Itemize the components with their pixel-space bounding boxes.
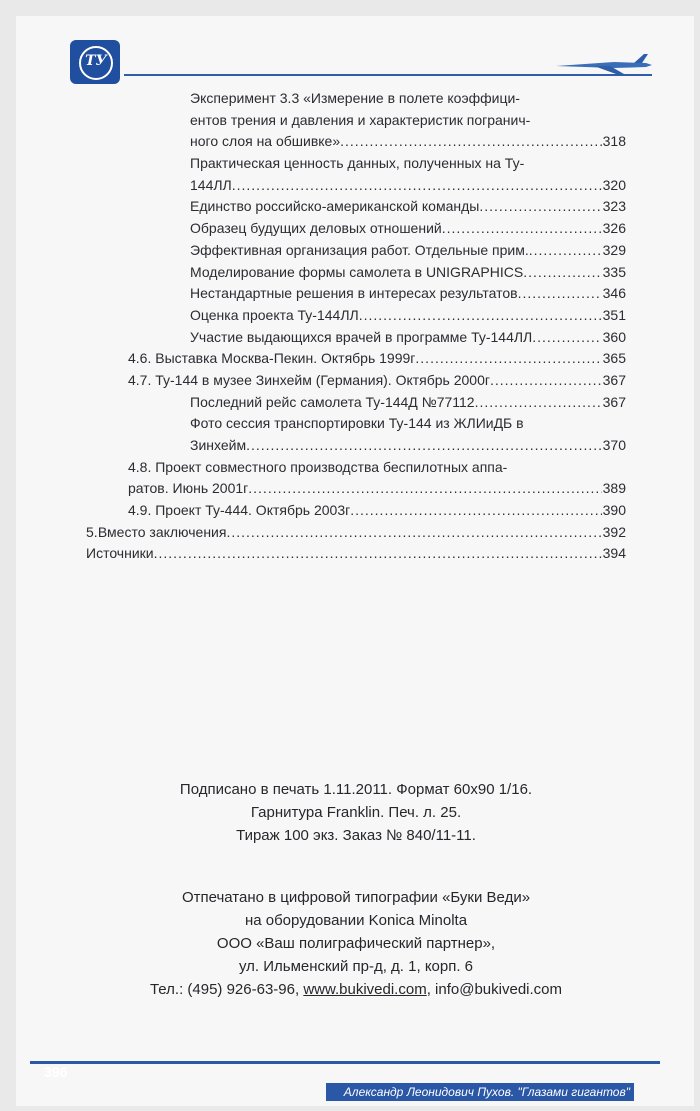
toc-entry[interactable]	[86, 110, 626, 132]
toc-entry[interactable]	[86, 500, 626, 522]
toc-leader-dots	[518, 283, 602, 305]
toc-leader-dots	[350, 500, 601, 522]
contacts-separator: ,	[426, 981, 436, 998]
toc-entry-title: ентов трения и давления и характеристик погранич-	[190, 111, 531, 128]
printer-line: ООО «Ваш полиграфический партнер»,	[216, 935, 496, 952]
toc-entry-page: 360	[602, 328, 626, 345]
toc-entry[interactable]	[86, 522, 626, 544]
toc-entry-page: 389	[602, 480, 626, 497]
toc-leader-dots	[442, 218, 602, 240]
toc-entry[interactable]	[86, 392, 626, 414]
toc-entry-title: Образец будущих деловых отношений	[190, 220, 442, 237]
toc-entry[interactable]	[86, 478, 626, 500]
website-link[interactable]: www.bukivedi.com	[303, 981, 427, 998]
toc-entry[interactable]	[86, 348, 626, 370]
printer-line: на оборудовании Konica Minolta	[244, 912, 468, 929]
toc-entry-page: 370	[602, 437, 626, 453]
toc-leader-dots	[232, 175, 602, 197]
toc-entry-title: Зинхейм	[190, 437, 247, 453]
printer-line: Отпечатано в цифровой типографии «Буки Веди»	[181, 889, 531, 906]
contacts-line	[76, 978, 636, 1001]
toc-leader-dots	[523, 262, 601, 284]
toc-entry-page: 367	[602, 393, 626, 410]
toc-leader-dots	[226, 522, 601, 544]
toc-entry-title: 4.7. Ту-144 в музее Зинхейм (Германия). Октябрь 2000г	[128, 371, 490, 388]
toc-entry-title: 4.6. Выставка Москва-Пекин. Октябрь 1999г	[128, 350, 416, 367]
logo-ring	[79, 46, 113, 80]
toc-entry[interactable]	[86, 283, 626, 305]
print-line: Подписано в печать 1.11.2011. Формат 60х90 1/16.	[179, 781, 533, 798]
toc-leader-dots	[475, 392, 602, 414]
toc-leader-dots	[415, 348, 601, 370]
printer-details	[76, 886, 636, 1001]
toc-leader-dots	[154, 543, 602, 565]
printer-line: ул. Ильменский пр-д, д. 1, корп. 6	[238, 958, 474, 975]
toc-entry-page: 335	[602, 263, 626, 280]
toc-entry-page: 323	[602, 198, 626, 215]
print-details	[76, 778, 636, 847]
toc-entry-title: ного слоя на обшивке»	[190, 133, 341, 150]
toc-leader-dots	[340, 131, 602, 153]
toc-leader-dots	[359, 305, 602, 327]
toc-entry-title: Участие выдающихся врачей в программе Ту-144ЛЛ	[190, 328, 533, 345]
toc-entry[interactable]	[86, 240, 626, 262]
toc-entry[interactable]	[86, 370, 626, 392]
tupolev-logo-icon	[70, 40, 120, 84]
toc-entry[interactable]	[86, 457, 626, 479]
running-title: Александр Леонидович Пухов. "Глазами гигантов"	[326, 1083, 634, 1101]
toc-entry-page: 367	[602, 371, 626, 388]
toc-leader-dots	[532, 327, 601, 349]
toc-entry[interactable]	[86, 153, 626, 175]
toc-entry-title: Эффективная организация работ. Отдельные прим.	[190, 241, 529, 258]
toc-entry-title: Вместо заключения	[97, 523, 227, 540]
toc-entry-title: Эксперимент 3.3 «Измерение в полете коэффици-	[190, 90, 520, 106]
toc-leader-dots	[479, 196, 601, 218]
toc-leader-dots	[246, 435, 602, 457]
toc-entry-page: 351	[602, 306, 626, 323]
toc-leader-dots	[248, 478, 601, 500]
toc-entry-title: 4.8. Проект совместного производства беспилотных аппа-	[128, 458, 508, 475]
toc-entry-title: Единство российско-американской команды	[190, 198, 480, 215]
toc-entry[interactable]	[86, 435, 626, 457]
footer-rule	[30, 1061, 660, 1064]
toc-entry[interactable]	[86, 131, 626, 153]
book-page	[16, 16, 694, 1106]
toc-entry[interactable]	[86, 262, 626, 284]
toc-entry-title: 144ЛЛ	[190, 176, 232, 193]
page-number: 396	[44, 1064, 68, 1080]
toc-leader-dots	[529, 240, 602, 262]
table-of-contents	[86, 88, 626, 565]
toc-entry-title: Практическая ценность данных, полученных на Ту-	[190, 155, 525, 172]
toc-entry[interactable]	[86, 218, 626, 240]
toc-leader-dots	[490, 370, 602, 392]
toc-entry-page: 346	[602, 285, 626, 302]
toc-entry-page: 329	[602, 241, 626, 258]
toc-entry-title: Моделирование формы самолета в UNIGRAPHICS	[190, 263, 524, 280]
toc-entry-title: Фото сессия транспортировки Ту-144 из ЖЛИиДБ в	[190, 415, 524, 432]
print-line: Тираж 100 экз. Заказ № 840/11-11.	[236, 827, 476, 844]
toc-entry-number: 5.	[86, 523, 98, 540]
toc-entry[interactable]	[86, 175, 626, 197]
supersonic-plane-icon	[554, 50, 654, 76]
toc-entry-title: Оценка проекта Ту-144ЛЛ	[190, 306, 359, 323]
toc-entry-page: 365	[602, 350, 626, 367]
toc-entry-page: 326	[602, 220, 626, 237]
email-link[interactable]: info@bukivedi.com	[435, 981, 562, 998]
toc-entry-page: 318	[602, 133, 626, 150]
logo-text: ТУ	[85, 53, 107, 69]
toc-entry-title: Нестандартные решения в интересах результатов	[190, 285, 518, 302]
toc-entry-title: ратов. Июнь 2001г	[128, 480, 249, 497]
phone: Тел.: (495) 926-63-96,	[149, 981, 304, 998]
print-line: Гарнитура Franklin. Печ. л. 25.	[250, 804, 462, 821]
toc-entry-title: 4.9. Проект Ту-444. Октябрь 2003г	[128, 502, 351, 519]
toc-entry-page: 390	[602, 502, 626, 519]
toc-entry[interactable]	[86, 327, 626, 349]
toc-entry[interactable]	[86, 88, 626, 110]
toc-entry-title: Последний рейс самолета Ту-144Д №77112	[190, 393, 475, 410]
toc-entry[interactable]	[86, 196, 626, 218]
toc-entry-page: 320	[602, 176, 626, 193]
toc-entry-page: 394	[602, 545, 626, 562]
toc-entry[interactable]	[86, 305, 626, 327]
toc-entry[interactable]	[86, 543, 626, 565]
toc-entry-page: 392	[602, 523, 626, 540]
toc-entry-title: Источники	[86, 545, 154, 562]
toc-entry[interactable]	[86, 413, 626, 435]
